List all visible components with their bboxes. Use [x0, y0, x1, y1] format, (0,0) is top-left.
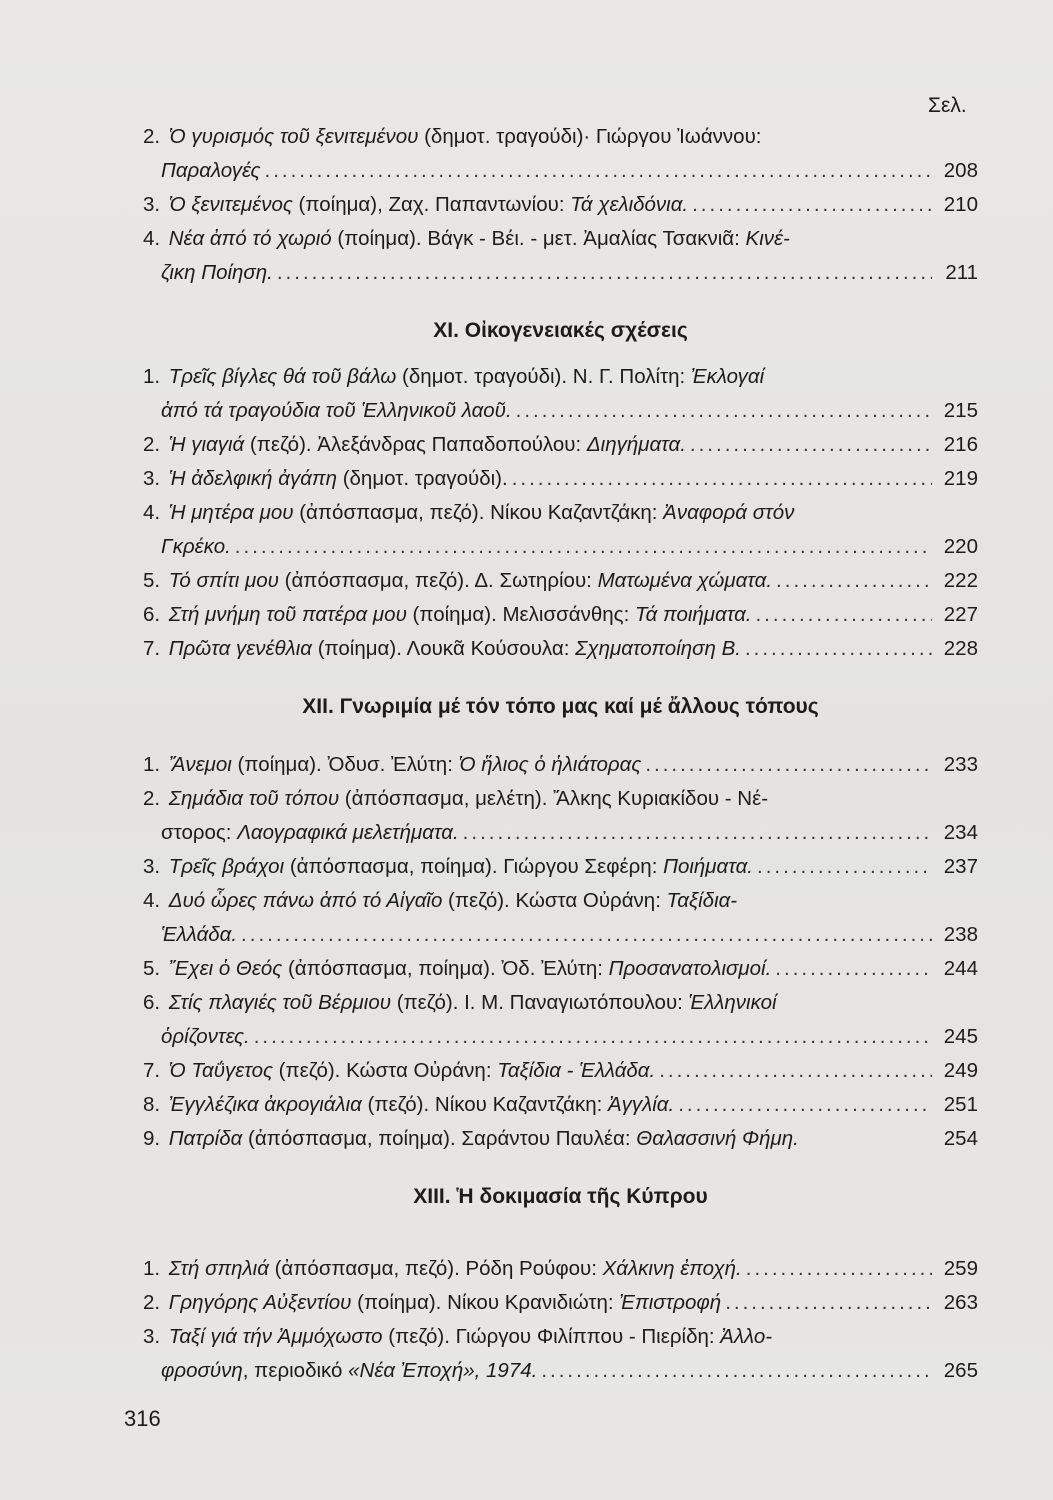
entry-work: Διηγήματα.: [586, 433, 686, 456]
entry-source: (ἀπόσπασμα, ποίημα). Γιώργου Σεφέρη:: [284, 855, 664, 878]
entry-page: 234: [943, 821, 978, 844]
toc-entry: [143, 222, 978, 290]
entry-number: 4.: [143, 227, 161, 250]
toc-entry: [143, 1122, 978, 1156]
entry-number: 1.: [143, 753, 161, 776]
entry-page: 251: [943, 1093, 978, 1116]
entry-source: , περιοδικό: [242, 1359, 349, 1382]
toc-entry: [143, 188, 978, 222]
entry-page: 220: [943, 535, 978, 558]
entry-number: 2.: [143, 787, 161, 810]
toc-entry: [143, 1320, 978, 1388]
entry-number: 6.: [143, 991, 161, 1014]
entry-title: Ὁ ξενιτεμένος: [168, 193, 293, 216]
entry-work: Ἐκλογαί: [690, 365, 765, 388]
entry-work: Τά χελιδόνια.: [570, 193, 689, 216]
entry-work: Θαλασσινή Φήμη.: [636, 1127, 799, 1150]
entry-source: (ἀπόσπασμα, μελέτη). Ἄλκης Κυριακίδου - Νέ-: [339, 787, 769, 810]
entry-title: Τρεῖς βίγλες θά τοῦ βάλω: [168, 365, 397, 388]
toc-entry: [143, 598, 978, 632]
entry-number: 2.: [143, 1291, 161, 1314]
entry-work: Προσανατολισμοί.: [608, 957, 772, 980]
entry-number: 8.: [143, 1093, 161, 1116]
toc-entry: [143, 1088, 978, 1122]
toc-entry: [143, 360, 978, 428]
toc-entry: [143, 986, 978, 1054]
entry-title: Τό σπίτι μου: [168, 569, 279, 592]
entry-source: (ποίημα), Ζαχ. Παπαντωνίου:: [292, 193, 571, 216]
entry-source: (ποίημα). Λουκᾶ Κούσουλα:: [312, 637, 576, 660]
entry-source: (ἀπόσπασμα, πεζό). Ρόδη Ρούφου:: [268, 1257, 603, 1280]
entry-number: 1.: [143, 365, 161, 388]
entry-title: Νέα ἀπό τό χωριό: [168, 227, 332, 250]
entry-source: (ποίημα). Μελισσάνθης:: [406, 603, 635, 626]
entry-source: (πεζό). Νίκου Καζαντζάκη:: [361, 1093, 608, 1116]
entry-number: 4.: [143, 501, 161, 524]
entry-work: Ἑλληνικοί: [688, 991, 777, 1014]
section-heading-xi: XI. Οἰκογενειακές σχέσεις: [433, 319, 688, 342]
entry-source: (ἀπόσπασμα, πεζό). Δ. Σωτηρίου:: [278, 569, 598, 592]
entry-work: Τά ποιήματα.: [634, 603, 752, 626]
entry-title: Στίς πλαγιές τοῦ Βέρμιου: [168, 991, 391, 1014]
entry-page: 210: [943, 193, 978, 216]
toc-entry: [143, 782, 978, 850]
entry-page: 227: [943, 603, 978, 626]
entry-page: 244: [943, 957, 978, 980]
section-heading-xiii: XIII. Ἡ δοκιμασία τῆς Κύπρου: [413, 1185, 708, 1208]
entry-title: Πατρίδα: [168, 1127, 243, 1150]
toc-entry: [143, 428, 978, 462]
entry-number: 2.: [143, 125, 161, 148]
entry-title: Πρῶτα γενέθλια: [168, 637, 313, 660]
entry-work: Ἀγγλία.: [607, 1093, 675, 1116]
entry-page: 233: [943, 753, 978, 776]
entry-number: 5.: [143, 957, 161, 980]
entry-page: 211: [945, 261, 978, 284]
entry-page: 263: [943, 1291, 978, 1314]
entry-page: 208: [943, 159, 978, 182]
page-number: 316: [124, 1406, 161, 1431]
entry-number: 3.: [143, 193, 161, 216]
toc-entry: [143, 496, 978, 564]
entry-title: Στή μνήμη τοῦ πατέρα μου: [168, 603, 407, 626]
toc-entry: [143, 120, 978, 188]
entry-page: 228: [943, 637, 978, 660]
entry-work: φροσύνη: [161, 1359, 243, 1382]
entry-title: Γρηγόρης Αὐξεντίου: [168, 1291, 352, 1314]
entry-page: 215: [943, 399, 978, 422]
entry-work: Γκρέκο.: [161, 535, 231, 558]
entry-title: Σημάδια τοῦ τόπου: [168, 787, 340, 810]
toc-entry: [143, 1252, 978, 1286]
entry-source: (ἀπόσπασμα, ποίημα). Σαράντου Παυλέα:: [242, 1127, 637, 1150]
entry-page: 259: [943, 1257, 978, 1280]
entry-work: Ποιήματα.: [663, 855, 753, 878]
entry-source: (πεζό). Ι. Μ. Παναγιωτόπουλου:: [391, 991, 689, 1014]
entry-title: Ἐγγλέζικα ἀκρογιάλια: [168, 1093, 362, 1116]
entry-number: 7.: [143, 1059, 161, 1082]
entry-work: Κινέ-: [745, 227, 790, 250]
entry-number: 7.: [143, 637, 161, 660]
toc-entry: [143, 564, 978, 598]
entry-work: Ἀναφορά στόν: [663, 501, 795, 524]
entry-source: (ποίημα). Νίκου Κρανιδιώτη:: [351, 1291, 620, 1314]
entry-title: Στή σπηλιά: [168, 1257, 269, 1280]
entry-title: Ὁ Ταΰγετος: [168, 1059, 273, 1082]
entry-work: Χάλκινη ἐποχή.: [602, 1257, 742, 1280]
entry-work: Ὁ ἥλιος ὁ ἡλιάτορας: [458, 753, 642, 776]
entry-source: (πεζό). Γιώργου Φιλίππου - Πιερίδη:: [382, 1325, 721, 1348]
toc-entry: [143, 952, 978, 986]
entry-work: ὁρίζοντες.: [161, 1025, 250, 1048]
toc-entry: [143, 884, 978, 952]
toc-entry: [143, 1286, 978, 1320]
entry-work: «Νέα Ἐποχή», 1974.: [348, 1359, 538, 1382]
entry-title: Δυό ὧρες πάνω ἀπό τό Αἰγαῖο: [168, 889, 443, 912]
entry-source: (ποίημα). Βάγκ - Βέι. - μετ. Ἀμαλίας Τσακνιᾶ:: [331, 227, 746, 250]
entry-title: Ὁ γυρισμός τοῦ ξενιτεμένου: [168, 125, 419, 148]
section-heading-xii: XII. Γνωριμία μέ τόν τόπο μας καί μέ ἄλλους τόπους: [302, 695, 819, 718]
entry-source: (ἀπόσπασμα, πεζό). Νίκου Καζαντζάκη:: [293, 501, 664, 524]
entry-work: Λαογραφικά μελετήματα.: [237, 821, 459, 844]
entry-source: (δημοτ. τραγούδι)· Γιώργου Ἰωάννου:: [418, 125, 762, 148]
entry-number: 9.: [143, 1127, 161, 1150]
toc-entry: [143, 748, 978, 782]
entry-title: Ἡ ἀδελφική ἀγάπη: [168, 467, 337, 490]
entry-page: 245: [943, 1025, 978, 1048]
toc-entry: [143, 1054, 978, 1088]
entry-page: 237: [943, 855, 978, 878]
entry-source: (δημοτ. τραγούδι). Ν. Γ. Πολίτη:: [396, 365, 691, 388]
entry-number: 5.: [143, 569, 161, 592]
entry-page: 265: [943, 1359, 978, 1382]
entry-page: 238: [943, 923, 978, 946]
entry-source: (πεζό). Κώστα Οὐράνη:: [272, 1059, 498, 1082]
table-of-contents: [143, 120, 978, 1388]
entry-work: Ταξίδια-: [666, 889, 738, 912]
entry-source: (ἀπόσπασμα, ποίημα). Ὀδ. Ἐλύτη:: [282, 957, 609, 980]
entry-number: 3.: [143, 855, 161, 878]
entry-page: 222: [943, 569, 978, 592]
toc-entry: [143, 632, 978, 666]
entry-number: 1.: [143, 1257, 161, 1280]
entry-title: Ἔχει ὁ Θεός: [168, 957, 283, 980]
entry-source: (πεζό). Κώστα Οὐράνη:: [442, 889, 667, 912]
page-column-header: Σελ.: [928, 94, 967, 117]
entry-work: Ταξίδια - Ἑλλάδα.: [497, 1059, 656, 1082]
entry-number: 3.: [143, 1325, 161, 1348]
entry-page: 216: [943, 433, 978, 456]
entry-source: (πεζό). Ἀλεξάνδρας Παπαδοπούλου:: [244, 433, 587, 456]
entry-source: (ποίημα). Ὀδυσ. Ἐλύτη:: [231, 753, 459, 776]
toc-entry: [143, 850, 978, 884]
entry-work: Ἀλλο-: [720, 1325, 773, 1348]
entry-title: Ἡ γιαγιά: [168, 433, 245, 456]
entry-number: 2.: [143, 433, 161, 456]
entry-title: Ἡ μητέρα μου: [168, 501, 294, 524]
entry-title: Τρεῖς βράχοι: [168, 855, 285, 878]
entry-source: στορος:: [161, 821, 238, 844]
entry-page: 219: [943, 467, 978, 490]
entry-page: 254: [943, 1127, 978, 1150]
entry-number: 6.: [143, 603, 161, 626]
entry-number: 4.: [143, 889, 161, 912]
toc-entry: [143, 462, 978, 496]
entry-work: Ἑλλάδα.: [161, 923, 238, 946]
entry-work: ζικη Ποίηση.: [161, 261, 273, 284]
entry-source: (δημοτ. τραγούδι).: [337, 467, 508, 490]
entry-number: 3.: [143, 467, 161, 490]
entry-work: Σχηματοποίηση Β.: [575, 637, 741, 660]
entry-work: ἀπό τά τραγούδια τοῦ Ἑλληνικοῦ λαοῦ.: [161, 399, 512, 422]
entry-title: Ταξί γιά τήν Ἀμμόχωστο: [168, 1325, 383, 1348]
entry-title: Ἄνεμοι: [168, 753, 232, 776]
entry-work: Ἐπιστροφή: [619, 1291, 722, 1314]
entry-page: 249: [943, 1059, 978, 1082]
entry-work: Ματωμένα χώματα.: [597, 569, 773, 592]
entry-work: Παραλογές: [161, 159, 261, 182]
